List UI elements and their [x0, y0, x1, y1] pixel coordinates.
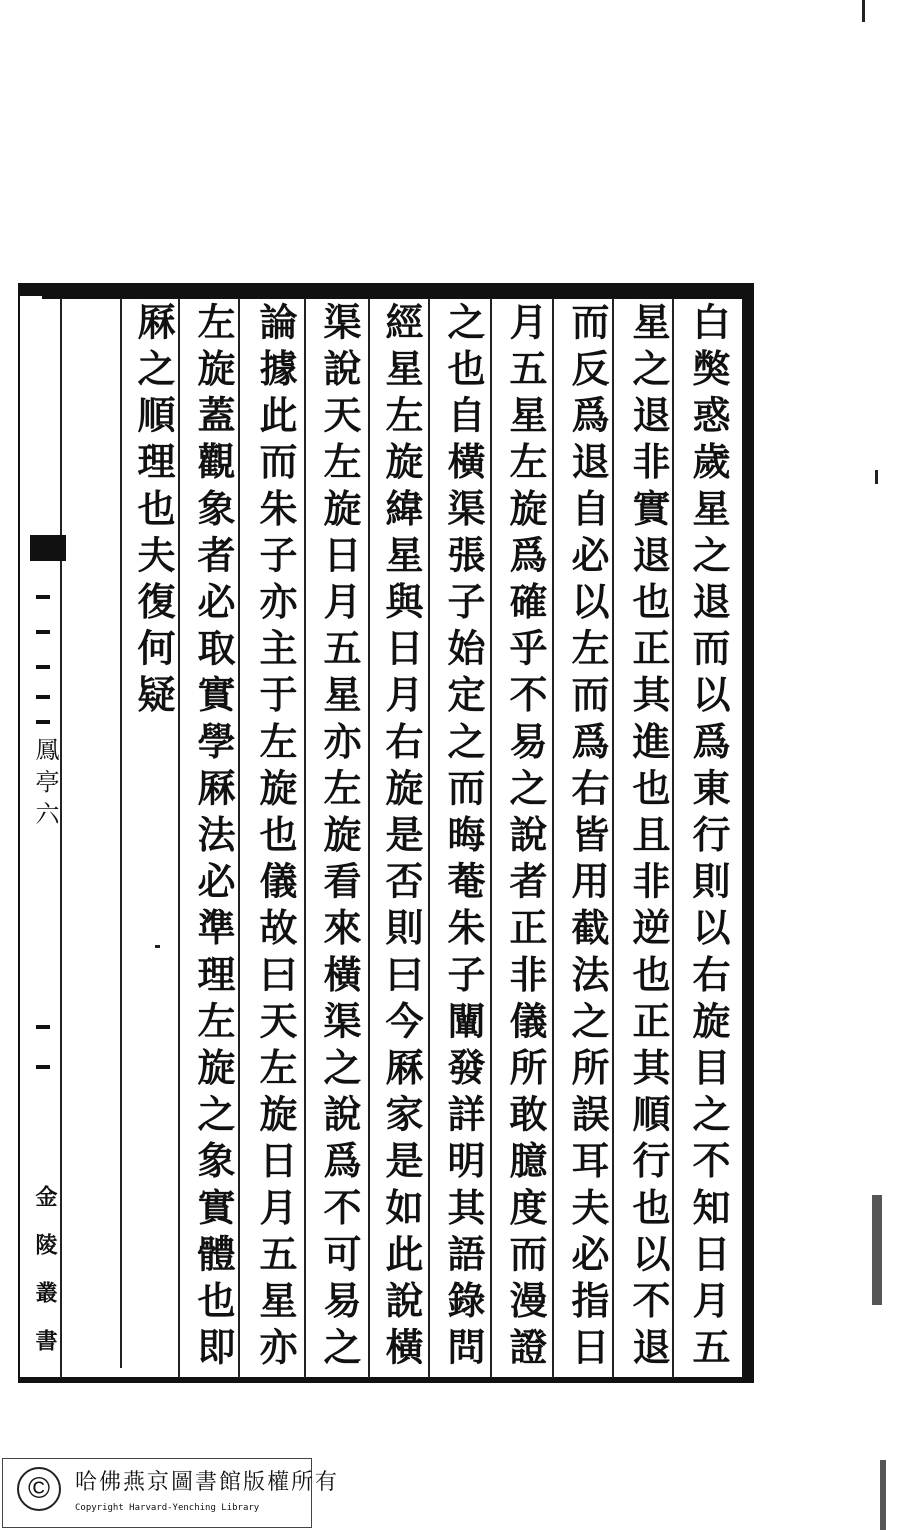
margin-dash [36, 695, 50, 699]
scan-speck [872, 1195, 882, 1305]
stamp-chinese-text: 哈佛燕京圖書館版權所有 [75, 1470, 340, 1495]
scan-speck [875, 470, 878, 484]
margin-dash [36, 720, 50, 724]
margin-title: 鳳亭六 [31, 737, 59, 833]
text-column-8: 論據此而朱子亦主于左旋也儀故曰天左旋日月五星亦 [253, 302, 298, 1374]
stamp-english-text: Copyright Harvard-Yenching Library [75, 1503, 260, 1513]
copyright-icon: © [17, 1467, 61, 1511]
column-rule [304, 298, 306, 1378]
text-column-7: 渠說天左旋日月五星亦左旋看來橫渠之說爲不可易之 [317, 302, 362, 1374]
text-column-3: 而反爲退自必以左而爲右皆用截法之所誤耳夫必指日 [565, 302, 610, 1374]
margin-dash [36, 1025, 50, 1029]
margin-column [22, 535, 62, 1375]
inner-top-rule [42, 296, 742, 299]
column-rule [120, 298, 122, 1368]
fish-tail-mark [30, 535, 66, 561]
text-column-6: 經星左旋緯星與日月右旋是否則曰今厤家是如此說橫 [379, 302, 424, 1374]
column-rule [368, 298, 370, 1378]
scan-speck [880, 1460, 886, 1530]
scan-speck [155, 945, 160, 948]
text-column-10: 厤之順理也夫復何疑 [131, 302, 176, 722]
text-column-9: 左旋蓋觀象者必取實學厤法必準理左旋之象實體也即 [191, 302, 236, 1374]
scan-speck [862, 0, 865, 22]
text-column-1: 白獘惑歲星之退而以爲東行則以右旋目之不知日月五 [686, 302, 731, 1374]
text-column-4: 月五星左旋爲確乎不易之說者正非儀所敢臆度而漫證 [503, 302, 548, 1374]
copyright-stamp [2, 1458, 340, 1528]
margin-dash [36, 630, 50, 634]
margin-dash [36, 595, 50, 599]
margin-dash [36, 1065, 50, 1069]
text-column-2: 星之退非實退也正其進也且非逆也正其順行也以不退 [626, 302, 671, 1374]
margin-dash [36, 665, 50, 669]
margin-series-title: 金陵叢書 [32, 1185, 58, 1377]
text-column-5: 之也自橫渠張子始定之而晦菴朱子闡發詳明其語錄問 [441, 302, 486, 1374]
